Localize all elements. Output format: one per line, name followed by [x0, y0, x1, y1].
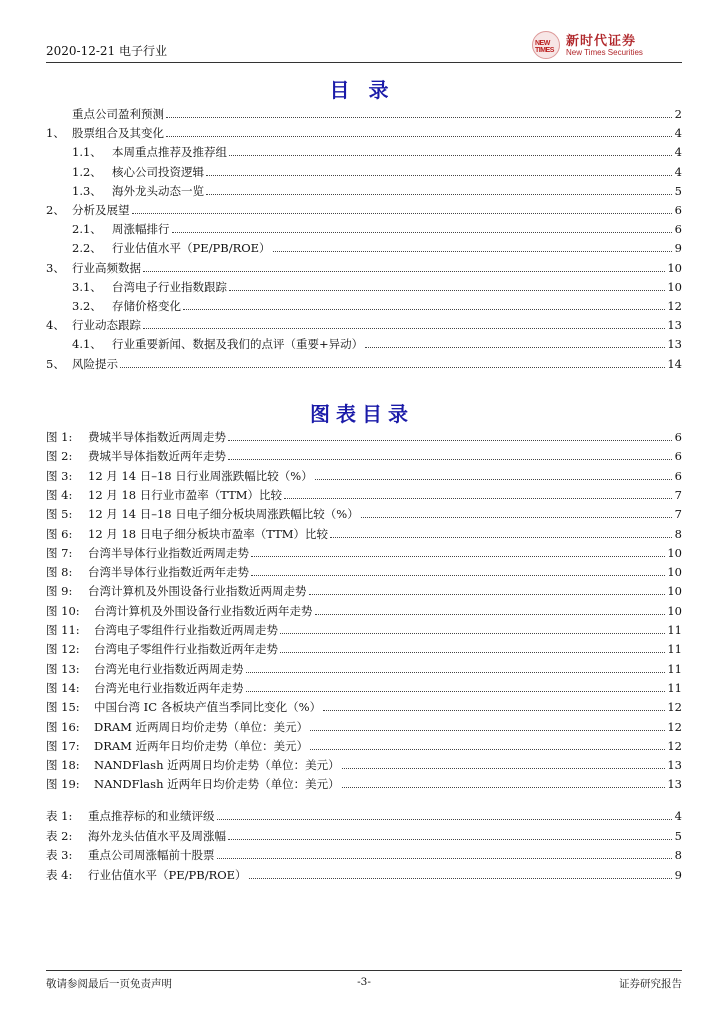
figure-entry[interactable] [46, 719, 682, 737]
entry-title: 本周重点推荐及推荐组 [112, 145, 227, 160]
entry-number: 图 15: [46, 700, 80, 715]
entry-title: 12 月 18 日行业市盈率（TTM）比较 [88, 487, 283, 502]
toc-entry[interactable] [46, 183, 682, 201]
entry-title: 台湾电子零组件行业指数近两年走势 [94, 642, 278, 657]
entry-number: 3.2、 [72, 299, 102, 313]
figure-entry[interactable] [46, 468, 682, 486]
table-entry[interactable] [46, 867, 682, 885]
entry-page-number: 7 [674, 507, 682, 522]
figure-entry[interactable] [46, 583, 682, 601]
figure-entry[interactable] [46, 699, 682, 717]
dot-leader [166, 117, 672, 118]
dot-leader [143, 328, 665, 329]
dot-leader [342, 768, 666, 769]
entry-number: 图 14: [46, 680, 80, 695]
toc-entry[interactable] [46, 336, 682, 354]
entry-number: 图 16: [46, 719, 80, 734]
dot-leader [132, 213, 673, 214]
dot-leader [251, 575, 665, 576]
dot-leader [309, 594, 666, 595]
entry-page-number: 6 [674, 468, 682, 483]
entry-page-number: 6 [674, 449, 682, 464]
entry-number: 4、 [46, 318, 65, 333]
dot-leader [361, 517, 672, 518]
dot-leader [229, 290, 665, 291]
entry-page-number: 10 [667, 565, 682, 580]
page-number: -3- [357, 976, 371, 988]
figure-entry[interactable] [46, 564, 682, 582]
entry-title: 台湾电子行业指数跟踪 [112, 279, 227, 294]
toc-entry[interactable] [46, 260, 682, 278]
dot-leader [249, 878, 672, 879]
entry-title: 台湾电子零组件行业指数近两周走势 [94, 623, 278, 637]
entry-title: 重点推荐标的和业绩评级 [88, 809, 215, 823]
toc-entry[interactable] [46, 298, 682, 316]
entry-title: NANDFlash 近两年日均价走势（单位：美元） [94, 777, 340, 792]
entry-number: 4.1、 [72, 337, 102, 352]
toc-entry[interactable] [46, 279, 682, 297]
entry-page-number: 5 [674, 183, 682, 198]
entry-number: 2.1、 [72, 222, 102, 237]
toc-entry[interactable] [46, 164, 682, 182]
entry-number: 图 3: [46, 468, 73, 483]
dot-leader [228, 839, 672, 840]
dot-leader [251, 556, 665, 557]
entry-title: 中国台湾 IC 各板块产值当季同比变化（%） [94, 700, 322, 715]
entry-page-number: 13 [667, 318, 682, 333]
entry-number: 表 1: [46, 809, 73, 823]
toc-heading: 目 录 [329, 78, 395, 102]
dot-leader [229, 155, 672, 156]
dot-leader [280, 633, 665, 634]
entry-number: 图 17: [46, 738, 80, 753]
figure-entry[interactable] [46, 622, 682, 640]
entry-number: 3、 [46, 260, 65, 275]
toc-entry[interactable] [46, 144, 682, 162]
dot-leader [228, 440, 672, 441]
entry-number: 图 12: [46, 642, 80, 657]
dot-leader [143, 271, 665, 272]
toc-entry[interactable] [46, 125, 682, 143]
page-header [46, 30, 682, 62]
entry-page-number: 4 [674, 164, 682, 179]
dot-leader [310, 749, 665, 750]
entry-title: 海外龙头估值水平及周涨幅 [88, 828, 226, 843]
entry-page-number: 11 [667, 680, 682, 695]
figure-entry[interactable] [46, 545, 682, 563]
entry-title: 台湾光电行业指数近两周走势 [94, 661, 244, 676]
entry-title: 费城半导体指数近两年走势 [88, 449, 226, 464]
toc-entry[interactable] [46, 356, 682, 374]
entry-page-number: 6 [674, 430, 682, 444]
entry-page-number: 7 [674, 487, 682, 502]
entry-number: 图 1: [46, 430, 73, 444]
dot-leader [330, 537, 672, 538]
dot-leader [323, 710, 665, 711]
entry-page-number: 4 [674, 145, 682, 160]
entry-number: 图 6: [46, 526, 73, 541]
entry-title: 核心公司投资逻辑 [112, 164, 204, 179]
entry-page-number: 8 [674, 526, 682, 541]
entry-number: 2.2、 [72, 241, 102, 256]
entry-number: 图 5: [46, 507, 73, 522]
entry-title: 12 月 14 日–18 日行业周涨跌幅比较（%） [88, 468, 313, 483]
entry-number: 图 7: [46, 545, 73, 560]
entry-number: 图 19: [46, 777, 80, 792]
table-entry[interactable] [46, 847, 682, 865]
entry-title: 行业估值水平（PE/PB/ROE） [88, 867, 247, 882]
toc-entry[interactable] [46, 106, 682, 124]
entry-page-number: 12 [667, 738, 682, 753]
entry-page-number: 14 [667, 356, 682, 371]
footer-disclaimer: 敬请参阅最后一页免责声明 [46, 978, 172, 990]
figure-entry[interactable] [46, 738, 682, 756]
logo-badge-text: NEW TIMES [535, 40, 554, 54]
entry-page-number: 12 [667, 700, 682, 715]
figure-entry[interactable] [46, 603, 682, 621]
toc-entry[interactable] [46, 317, 682, 335]
table-entry[interactable] [46, 828, 682, 846]
entry-page-number: 11 [667, 642, 682, 657]
entry-page-number: 4 [674, 126, 682, 141]
entry-title: 台湾计算机及外围设备行业指数近两年走势 [94, 603, 313, 618]
entry-page-number: 10 [667, 279, 682, 294]
dot-leader [246, 691, 666, 692]
entry-title: 12 月 14 日–18 日电子细分板块周涨跌幅比较（%） [88, 507, 359, 522]
logo-badge-icon [532, 31, 560, 59]
figure-entry[interactable] [46, 429, 682, 447]
dot-leader [315, 614, 666, 615]
entry-number: 1.3、 [72, 183, 102, 198]
entry-number: 1、 [46, 126, 65, 141]
entry-page-number: 4 [674, 809, 682, 823]
entry-title: 风险提示 [72, 356, 118, 371]
figures-heading: 图表目录 [310, 402, 414, 426]
entry-title: 台湾半导体行业指数近两周走势 [88, 545, 249, 560]
entry-number: 表 3: [46, 848, 73, 862]
entry-title: 股票组合及其变化 [72, 126, 164, 141]
entry-title: 行业重要新闻、数据及我们的点评（重要+异动） [112, 337, 364, 352]
entry-page-number: 6 [674, 222, 682, 237]
dot-leader [217, 819, 673, 820]
header-date-industry: 2020-12-21 电子行业 [46, 44, 168, 58]
dot-leader [166, 136, 672, 137]
entry-number: 1.2、 [72, 164, 102, 179]
entry-number: 图 18: [46, 758, 80, 773]
dot-leader [217, 858, 673, 859]
entry-page-number: 9 [674, 867, 682, 882]
entry-number: 图 2: [46, 449, 73, 464]
header-divider [46, 62, 682, 63]
entry-title: 行业估值水平（PE/PB/ROE） [112, 241, 271, 256]
entry-title: DRAM 近两年日均价走势（单位：美元） [94, 738, 309, 753]
entry-page-number: 12 [667, 719, 682, 734]
entry-title: 行业动态跟踪 [72, 318, 141, 333]
entry-page-number: 13 [667, 337, 682, 352]
entry-number: 图 8: [46, 565, 73, 580]
figure-entry[interactable] [46, 757, 682, 775]
dot-leader [172, 232, 673, 233]
dot-leader [228, 459, 672, 460]
entry-page-number: 6 [674, 203, 682, 217]
entry-page-number: 13 [667, 758, 682, 773]
entry-number: 图 11: [46, 623, 80, 637]
entry-number: 图 9: [46, 584, 73, 599]
entry-title: 存储价格变化 [112, 299, 181, 313]
entry-title: 台湾光电行业指数近两年走势 [94, 680, 244, 695]
dot-leader [342, 787, 666, 788]
dot-leader [246, 672, 666, 673]
entry-number: 图 4: [46, 487, 73, 502]
dot-leader [206, 175, 672, 176]
company-logo [532, 30, 682, 60]
entry-title: 12 月 18 日电子细分板块市盈率（TTM）比较 [88, 526, 329, 541]
entry-title: 行业高频数据 [72, 260, 141, 275]
logo-english-name: New Times Securities [566, 48, 643, 57]
dot-leader [315, 479, 672, 480]
entry-title: 海外龙头动态一览 [112, 183, 204, 198]
dot-leader [280, 652, 665, 653]
entry-page-number: 10 [667, 584, 682, 599]
entry-page-number: 9 [674, 241, 682, 256]
entry-title: 周涨幅排行 [112, 222, 170, 237]
entry-title: 台湾计算机及外围设备行业指数近两周走势 [88, 584, 307, 599]
entry-title: 分析及展望 [72, 203, 130, 217]
entry-number: 图 13: [46, 661, 80, 676]
dot-leader [284, 498, 672, 499]
toc-entry[interactable] [46, 221, 682, 239]
entry-number: 3.1、 [72, 279, 102, 294]
entry-title: 台湾半导体行业指数近两年走势 [88, 565, 249, 580]
page-footer [46, 976, 682, 992]
entry-page-number: 11 [667, 623, 682, 637]
entry-page-number: 13 [667, 777, 682, 792]
entry-number: 1.1、 [72, 145, 102, 160]
figure-entry[interactable] [46, 506, 682, 524]
entry-title: NANDFlash 近两周日均价走势（单位：美元） [94, 758, 340, 773]
figure-entry[interactable] [46, 641, 682, 659]
entry-number: 表 2: [46, 828, 73, 843]
entry-title: 费城半导体指数近两周走势 [88, 430, 226, 444]
entry-number: 表 4: [46, 867, 73, 882]
figure-entry[interactable] [46, 448, 682, 466]
entry-page-number: 8 [674, 848, 682, 862]
footer-report-type: 证券研究报告 [619, 978, 682, 990]
entry-page-number: 10 [667, 260, 682, 275]
dot-leader [273, 251, 672, 252]
dot-leader [120, 367, 665, 368]
entry-title: 重点公司盈利预测 [72, 107, 164, 121]
dot-leader [310, 730, 665, 731]
toc-entry[interactable] [46, 202, 682, 220]
entry-title: DRAM 近两周日均价走势（单位：美元） [94, 719, 309, 734]
entry-page-number: 5 [674, 828, 682, 843]
entry-page-number: 12 [667, 299, 682, 313]
entry-number: 5、 [46, 356, 65, 371]
figure-entry[interactable] [46, 526, 682, 544]
footer-divider [46, 970, 682, 971]
entry-number: 2、 [46, 203, 65, 217]
toc-entry[interactable] [46, 240, 682, 258]
entry-title: 重点公司周涨幅前十股票 [88, 848, 215, 862]
table-entry[interactable] [46, 808, 682, 826]
entry-page-number: 2 [674, 107, 682, 121]
entry-page-number: 11 [667, 661, 682, 676]
dot-leader [365, 347, 665, 348]
entry-page-number: 10 [667, 545, 682, 560]
dot-leader [183, 309, 665, 310]
dot-leader [206, 194, 672, 195]
figure-entry[interactable] [46, 661, 682, 679]
figure-entry[interactable] [46, 776, 682, 794]
entry-page-number: 10 [667, 603, 682, 618]
logo-chinese-name: 新时代证券 [566, 34, 637, 49]
figure-entry[interactable] [46, 680, 682, 698]
entry-number: 图 10: [46, 603, 80, 618]
figure-entry[interactable] [46, 487, 682, 505]
